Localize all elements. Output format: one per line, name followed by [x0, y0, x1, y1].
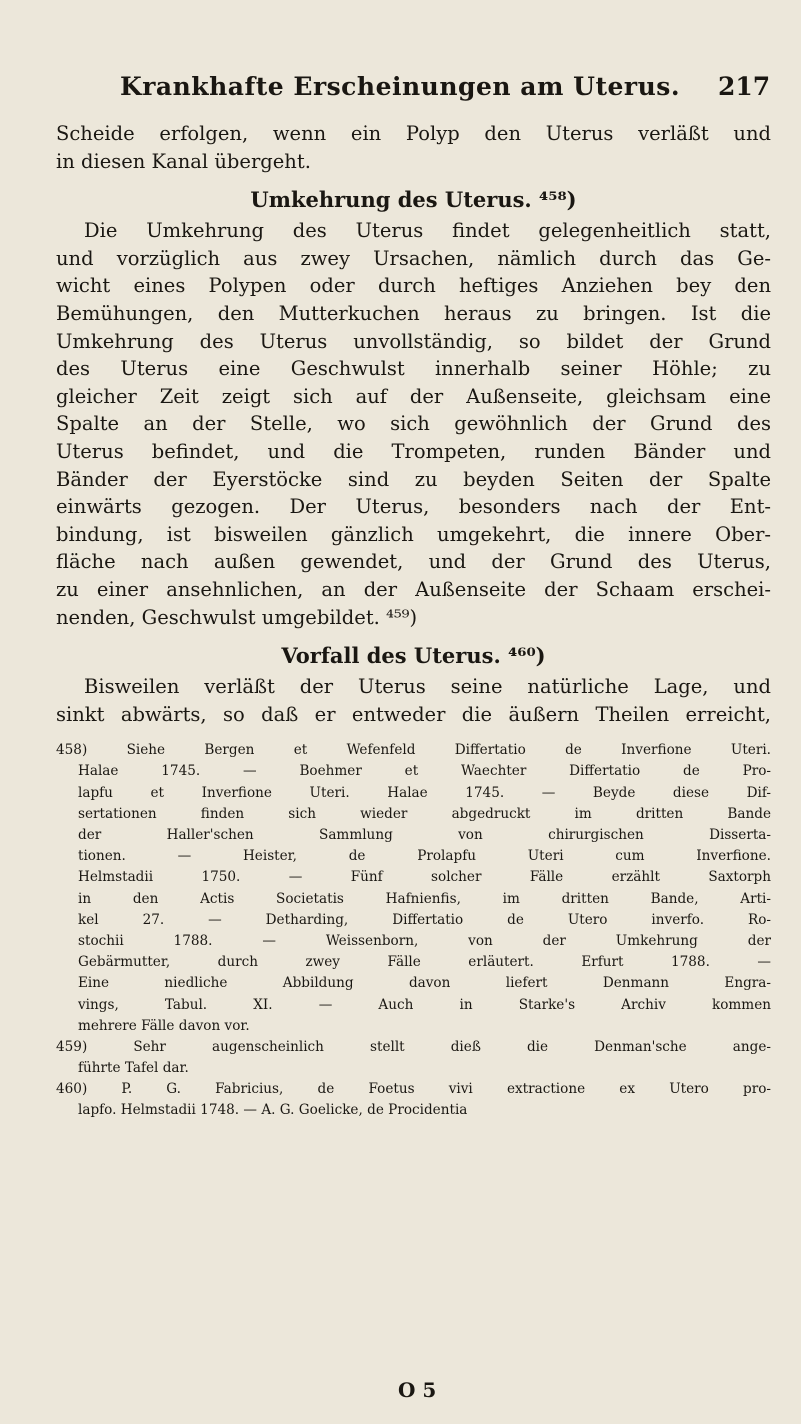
page-number: 217: [718, 72, 771, 101]
text-line: wicht eines Polypen oder durch heftiges Anziehen bey den: [56, 274, 771, 298]
signature-mark: O 5: [398, 1378, 437, 1402]
footnote-line: der Haller'schen Sammlung von chirurgischen Disserta-: [78, 827, 771, 844]
footnote-line: 458) Siehe Bergen et Wefenfeld Differtatio de Inverfione Uteri.: [56, 742, 771, 759]
footnote-line: in den Actis Societatis Hafnienfis, im dritten Bande, Arti-: [78, 890, 771, 907]
text-line: Die Umkehrung des Uterus findet gelegenheitlich statt,: [84, 219, 771, 243]
footnote-line: führte Tafel dar.: [78, 1060, 189, 1077]
text-line: Spalte an der Stelle, wo sich gewöhnlich der Grund des: [56, 412, 771, 436]
footnote-line: vings, Tabul. XI. — Auch in Starke's Archiv kommen: [78, 996, 771, 1013]
section-heading-vorfall: Vorfall des Uterus. ⁴⁶⁰): [281, 643, 546, 669]
text-line: einwärts gezogen. Der Uterus, besonders nach der Ent-: [56, 495, 771, 519]
running-head: Krankhafte Erscheinungen am Uterus.: [120, 72, 681, 101]
footnote-line: Helmstadii 1750. — Fünf solcher Fälle erzählt Saxtorph: [78, 869, 771, 886]
footnote-line: lapfu et Inverfione Uteri. Halae 1745. — Beyde diese Dif-: [78, 784, 771, 801]
text-line: Bisweilen verläßt der Uterus seine natürliche Lage, und: [84, 675, 771, 699]
text-line: zu einer ansehnlichen, an der Außenseite der Schaam erschei-: [56, 577, 771, 601]
body-text: [56, 120, 771, 1122]
footnote-line: lapfo. Helmstadii 1748. — A. G. Goelicke, de Procidentia: [78, 1102, 468, 1119]
section-heading-umkehrung: Umkehrung des Uterus. ⁴⁵⁸): [250, 187, 577, 213]
footnote-line: mehrere Fälle davon vor.: [78, 1017, 250, 1034]
text-line: nenden, Geschwulst umgebildet. ⁴⁵⁹): [56, 605, 418, 629]
footnote-line: 460) P. G. Fabricius, de Foetus vivi extractione ex Utero pro-: [56, 1081, 771, 1098]
text-line: Bänder der Eyerstöcke sind zu beyden Seiten der Spalte: [56, 467, 771, 491]
footnote-line: sertationen finden sich wieder abgedruckt im dritten Bande: [78, 805, 771, 822]
text-line: Umkehrung des Uterus unvollständig, so bildet der Grund: [56, 329, 771, 353]
text-line: sinkt abwärts, so daß er entweder die äußern Theilen erreicht,: [56, 702, 771, 726]
text-line: in diesen Kanal übergeht.: [56, 149, 311, 173]
footnote-line: stochii 1788. — Weissenborn, von der Umkehrung der: [78, 932, 771, 949]
text-line: gleicher Zeit zeigt sich auf der Außenseite, gleichsam eine: [56, 384, 771, 408]
text-line: fläche nach außen gewendet, und der Grund des Uterus,: [56, 550, 771, 574]
footnote-line: 459) Sehr augenscheinlich stellt dieß die Denman'sche ange-: [56, 1038, 771, 1055]
footnote-line: tionen. — Heister, de Prolapfu Uteri cum Inverfione.: [78, 848, 771, 865]
text-line: und vorzüglich aus zwey Ursachen, nämlich durch das Ge-: [56, 246, 771, 270]
page-header: [0, 72, 801, 112]
text-line: des Uterus eine Geschwulst innerhalb seiner Höhle; zu: [56, 357, 771, 381]
footnote-line: Gebärmutter, durch zwey Fälle erläutert. Erfurt 1788. —: [78, 954, 771, 971]
text-line: bindung, ist bisweilen gänzlich umgekehrt, die innere Ober-: [56, 522, 771, 546]
text-line: Bemühungen, den Mutterkuchen heraus zu bringen. Ist die: [56, 301, 771, 325]
text-line: Uterus befindet, und die Trompeten, runden Bänder und: [56, 439, 771, 463]
footnote-line: kel 27. — Detharding, Differtatio de Utero inverfo. Ro-: [78, 911, 771, 928]
footnotes: [56, 740, 771, 1121]
footnote-line: Halae 1745. — Boehmer et Waechter Differtatio de Pro-: [78, 763, 771, 780]
text-line: Scheide erfolgen, wenn ein Polyp den Uterus verläßt und: [56, 122, 771, 145]
footnote-line: Eine niedliche Abbildung davon liefert Denmann Engra-: [78, 975, 771, 992]
